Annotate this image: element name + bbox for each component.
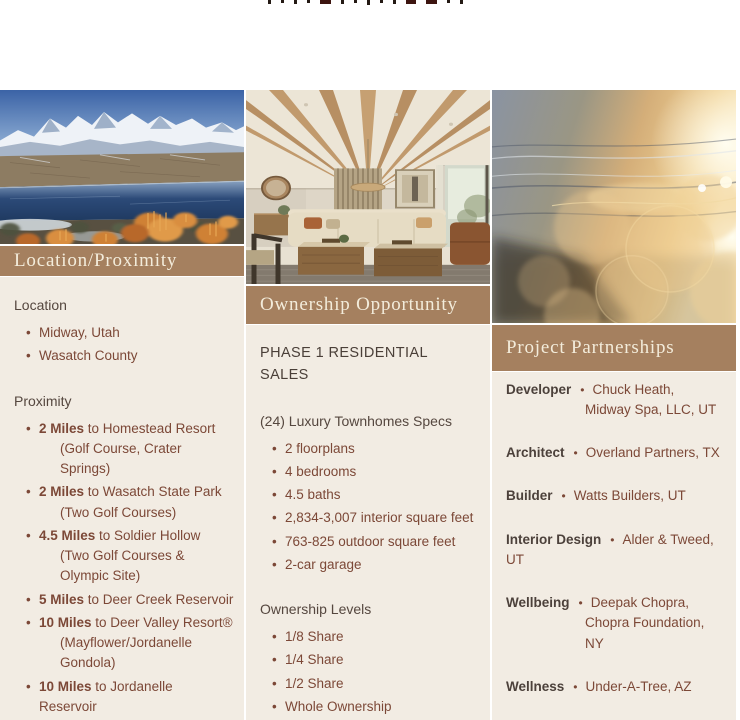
list-item-text: Whole Ownership <box>285 698 392 714</box>
list-item <box>14 346 234 366</box>
partner-label: Interior Design <box>506 531 602 547</box>
column-location <box>0 90 244 720</box>
mark <box>320 0 331 4</box>
bullet-separator-icon <box>571 382 592 397</box>
location-header-bar <box>0 246 244 276</box>
list-item <box>260 532 480 552</box>
list-item-text: • 2 Miles to Wasatch State Park <box>39 484 222 500</box>
partner-value-line2: Chopra Foundation, NY <box>585 615 705 651</box>
list-item-text: 2 floorplans <box>285 440 355 456</box>
location-panel <box>0 277 244 720</box>
list-item <box>260 697 480 717</box>
list-item <box>14 323 234 343</box>
list-item-text: • 4.5 Miles to Soldier Hollow <box>39 527 201 543</box>
list-item-text: 1/2 Share <box>285 675 344 691</box>
list-item-text: 4.5 baths <box>285 487 341 502</box>
mark <box>447 0 450 3</box>
location-list <box>14 323 234 367</box>
partner-label: Architect <box>506 445 565 460</box>
list-item <box>14 526 234 587</box>
bullet-separator-icon <box>601 532 622 547</box>
mark <box>281 0 284 3</box>
list-item-note: (Two Golf Courses) <box>60 504 177 520</box>
bullet-separator-icon <box>565 445 586 460</box>
list-item <box>260 674 480 694</box>
list-item-text: 763-825 outdoor square feet <box>285 533 456 549</box>
list-item <box>260 627 480 647</box>
partner-label: Wellness <box>506 678 565 694</box>
partnerships-header-bar <box>492 325 736 370</box>
partner-row <box>506 380 726 421</box>
partner-value: Deepak Chopra, <box>590 595 690 610</box>
bullet-separator-icon <box>570 595 591 610</box>
ownership-panel <box>246 325 490 720</box>
list-item-text: • 5 Miles to Deer Creek Reservoir <box>39 591 234 607</box>
list-item-note: (Mayflower/Jordanelle Gondola) <box>60 635 193 671</box>
mark <box>268 0 271 4</box>
partner-value-line2: Midway Spa, LLC, UT <box>585 401 717 417</box>
mark <box>380 0 383 3</box>
levels-list <box>260 627 480 717</box>
column-ownership <box>246 90 490 720</box>
list-item-text: • 2 Miles to Homestead Resort <box>39 420 216 436</box>
partner-label: Wellbeing <box>506 595 570 610</box>
list-item <box>14 590 234 610</box>
list-item <box>14 613 234 674</box>
ownership-header-bar <box>246 286 490 324</box>
golden-water-illustration <box>492 90 736 323</box>
partner-row <box>506 677 726 697</box>
mark <box>393 0 396 4</box>
partner-row <box>506 486 726 506</box>
cropped-title-fragment <box>268 0 463 7</box>
mark <box>406 0 416 4</box>
partner-value: Watts Builders, UT <box>573 488 686 504</box>
list-item-text: 1/4 Share <box>285 652 344 668</box>
living-room-illustration <box>246 90 490 284</box>
partner-label: Builder <box>506 488 553 504</box>
proximity-list <box>14 419 234 718</box>
list-item-text: • 10 Miles to Deer Valley Resort® <box>39 614 233 630</box>
list-item-note: (Golf Course, Crater Springs) <box>60 440 182 476</box>
mountain-lake-illustration <box>0 90 244 244</box>
specs-section-title: (24) Luxury Townhomes Specs <box>260 412 452 429</box>
partner-row <box>506 593 726 654</box>
partner-label: Developer <box>506 381 572 397</box>
mark <box>307 0 310 3</box>
list-item <box>260 485 480 505</box>
list-item-note: (Two Golf Courses & Olympic Site) <box>60 548 185 584</box>
list-item <box>260 555 480 575</box>
bullet-separator-icon <box>553 488 574 503</box>
levels-section-title: Ownership Levels <box>260 601 372 617</box>
list-item <box>14 482 234 523</box>
list-item <box>260 462 480 482</box>
list-item-text: 2-car garage <box>285 556 362 572</box>
list-item-text: 4 bedrooms <box>285 463 357 479</box>
mark <box>341 0 344 4</box>
ownership-header-title: Ownership Opportunity <box>260 294 458 316</box>
location-section-title: Location <box>14 297 67 313</box>
list-item <box>260 650 480 670</box>
mark <box>354 0 357 3</box>
specs-list <box>260 439 480 576</box>
three-column-grid <box>0 90 736 720</box>
partner-value: Overland Partners, TX <box>585 445 720 460</box>
partnerships-panel <box>492 372 736 720</box>
living-room-photo <box>246 90 490 284</box>
list-item <box>260 439 480 459</box>
phase-title: PHASE 1 RESIDENTIAL SALES <box>260 345 428 383</box>
mountain-lake-photo <box>0 90 244 244</box>
mark <box>426 0 437 4</box>
mark <box>367 0 370 5</box>
partner-value: Chuck Heath, <box>592 381 675 397</box>
mark <box>460 0 463 4</box>
partner-value: Under-A-Tree, AZ <box>585 678 692 694</box>
column-partnerships <box>492 90 736 720</box>
partnerships-header-title: Project Partnerships <box>506 336 675 358</box>
partner-row <box>506 443 726 463</box>
list-item <box>14 419 234 480</box>
partner-row <box>506 530 726 571</box>
partner-value: Alder & Tweed, UT <box>506 531 714 567</box>
mark <box>294 0 297 4</box>
bullet-separator-icon <box>564 679 585 694</box>
list-item <box>14 677 234 718</box>
list-item-text: Wasatch County <box>39 348 138 364</box>
location-header-title: Location/Proximity <box>14 250 178 272</box>
list-item-text: 2,834-3,007 interior square feet <box>285 510 474 526</box>
list-item-text: • 10 Miles to Jordanelle Reservoir <box>39 678 173 714</box>
golden-water-photo <box>492 90 736 323</box>
proximity-section-title: Proximity <box>14 392 72 409</box>
list-item-text: Midway, Utah <box>39 325 120 340</box>
list-item <box>260 508 480 528</box>
list-item-text: 1/8 Share <box>285 629 344 644</box>
